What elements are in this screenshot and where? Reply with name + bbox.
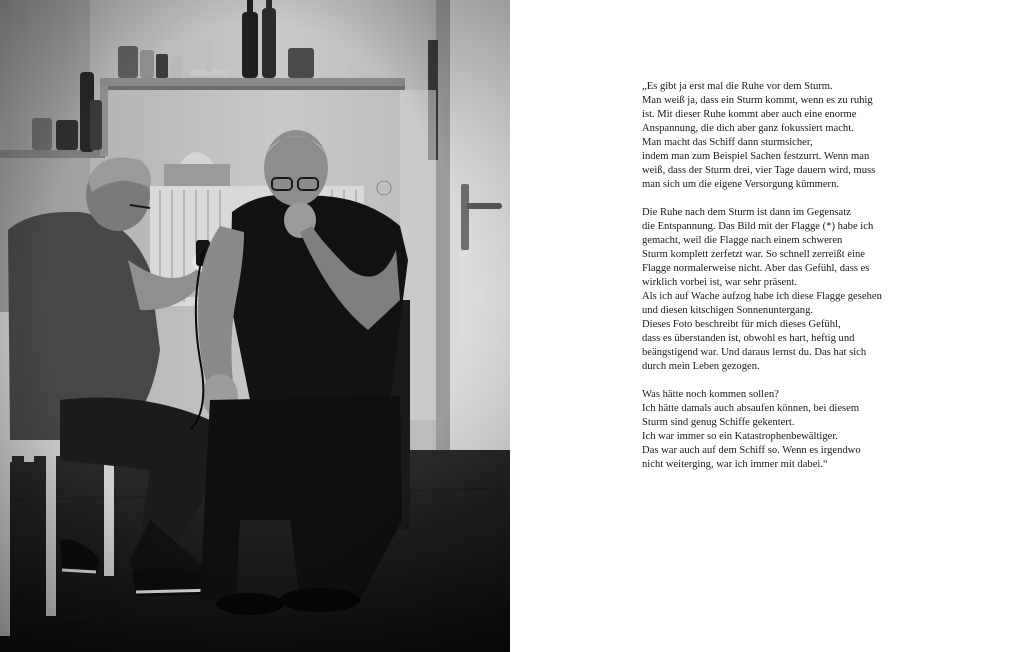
quote-line: Sturm sind genug Schiffe gekentert. [642, 417, 795, 428]
quote-line: Ich hätte damals auch absaufen können, bei diesem [642, 403, 860, 414]
quote-line: Man macht das Schiff dann sturmsicher, [642, 137, 813, 148]
text-page [510, 0, 1020, 652]
quote-line: Das war auch auf dem Schiff so. Wenn es irgendwo [642, 445, 861, 456]
quote-line: Die Ruhe nach dem Sturm ist dann im Gegensatz [642, 207, 851, 218]
quote-line: Flagge normalerweise nicht. Aber das Gefühl, dass es [642, 263, 870, 274]
quote-line: weiß, dass der Sturm drei, vier Tage dauern wird, muss [642, 165, 876, 176]
quote-line: gemacht, weil die Flagge nach einem schweren [642, 235, 843, 246]
quote-line: indem man zum Beispiel Sachen festzurrt. Wenn man [642, 151, 870, 162]
quote-line: man sich um die eigene Versorgung kümmern. [642, 179, 840, 190]
quote-line: Als ich auf Wache aufzog habe ich diese Flagge gesehen [642, 291, 882, 302]
quote-paragraph [642, 388, 1002, 472]
quote-paragraph [642, 80, 1002, 192]
quote-line: durch mein Leben gezogen. [642, 361, 760, 372]
quote-line: ist. Mit dieser Ruhe kommt aber auch eine enorme [642, 109, 857, 120]
quote-line: wirklich vorbei ist, war sehr präsent. [642, 277, 798, 288]
quote-line: Man weiß ja, dass ein Sturm kommt, wenn es zu ruhig [642, 95, 873, 106]
quote-line: die Entspannung. Das Bild mit der Flagge (*) habe ich [642, 221, 874, 232]
quote-line: Dieses Foto beschreibt für mich dieses Gefühl, [642, 319, 841, 330]
quote-line: dass es überstanden ist, obwohl es hart, heftig und [642, 333, 855, 344]
quote-text-block [642, 80, 1002, 486]
quote-line: Anspannung, die dich aber ganz fokussiert macht. [642, 123, 854, 134]
quote-line: und diesen kitschigen Sonnenuntergang. [642, 305, 814, 316]
quote-line: Sturm komplett zerfetzt war. So schnell zerreißt eine [642, 249, 865, 260]
quote-line: Was hätte noch kommen sollen? [642, 389, 779, 400]
quote-paragraph [642, 206, 1002, 374]
quote-line: nicht weiterging, war ich immer mit dabei.“ [642, 459, 828, 470]
quote-line: beängstigend war. Und daraus lernst du. Das hat sich [642, 347, 867, 358]
quote-line: „Es gibt ja erst mal die Ruhe vor dem Sturm. [642, 81, 833, 92]
quote-line: Ich war immer so ein Katastrophenbewältiger. [642, 431, 838, 442]
